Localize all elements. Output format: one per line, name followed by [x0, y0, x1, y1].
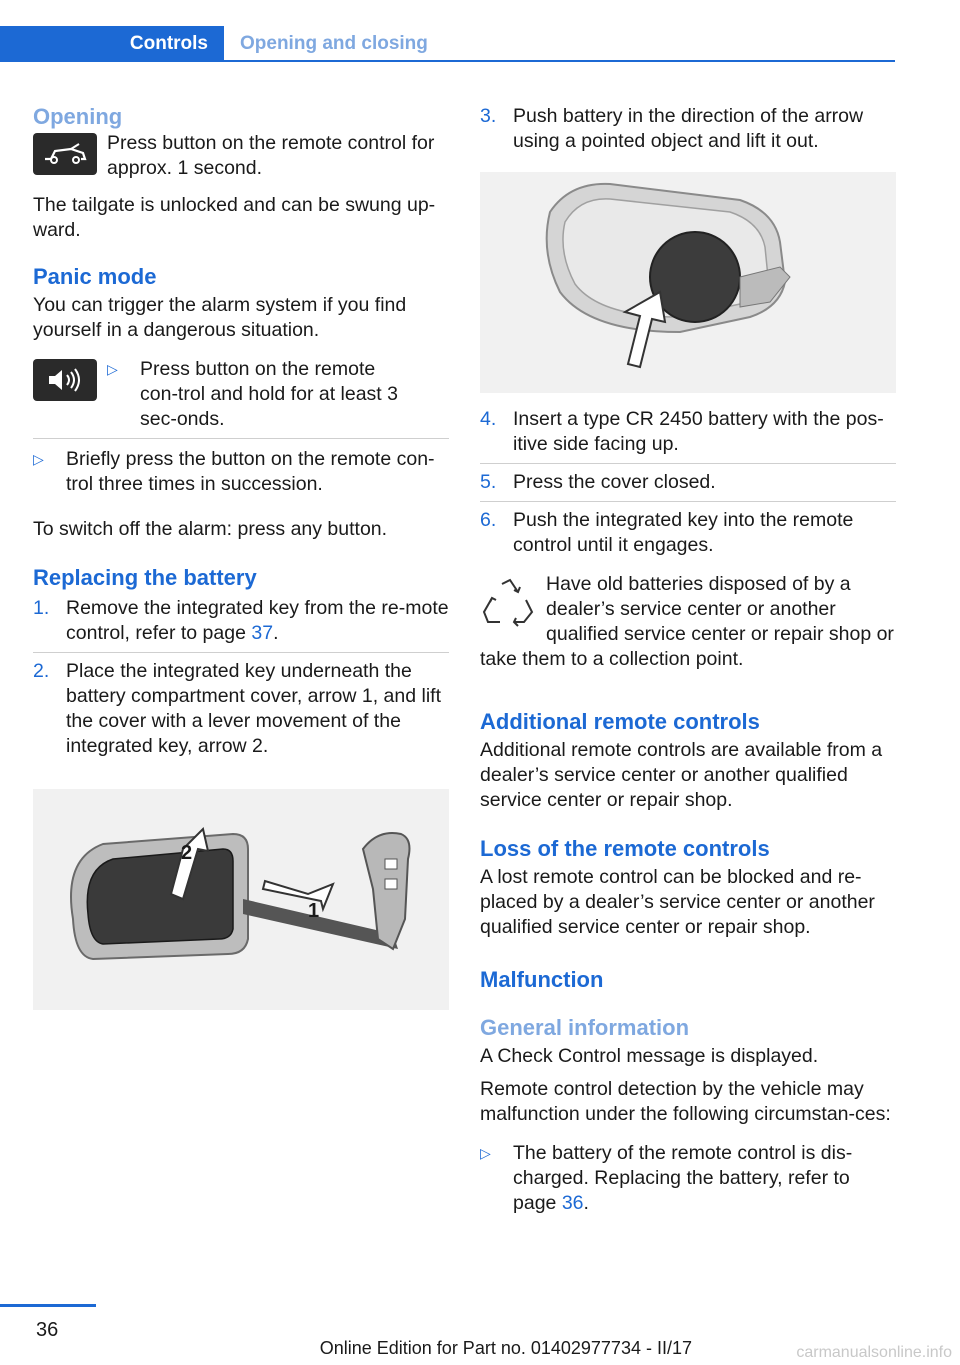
battery-step-2	[33, 659, 449, 759]
panic-bullet-2	[33, 447, 449, 497]
panic-mode-heading: Panic mode	[33, 264, 157, 289]
battery-step-4-text: Insert a type CR 2450 battery with the pos-itive side facing up.	[513, 408, 884, 455]
arrow-1-label: 1	[308, 900, 320, 922]
page-number: 36	[36, 1319, 59, 1341]
bullet-triangle-icon: ▷	[480, 1145, 491, 1161]
battery-step-1-text: Remove the integrated key from the re-mote control, refer to page	[66, 597, 449, 644]
loss-remotes-body: A lost remote control can be blocked and re-placed by a dealer’s service center or another qualified service center or repair shop.	[480, 866, 875, 938]
step-number: 4.	[480, 408, 497, 430]
panic-bullet-2-text: Briefly press the button on the remote con-trol three times in succession.	[66, 448, 435, 495]
panic-outro: To switch off the alarm: press any button.	[33, 518, 388, 540]
recycle-note	[480, 572, 896, 672]
recycle-note-text: Have old batteries disposed of by a dealer’s service center or another qualified service center or repair shop or take them to a collection point.	[480, 573, 894, 670]
additional-remotes-heading: Additional remote controls	[480, 709, 760, 734]
battery-step-5	[480, 470, 896, 502]
battery-removal-figure	[480, 172, 896, 393]
battery-step-2-text: Place the integrated key underneath the battery compartment cover, arrow 1, and lift the cover with a lever movement of the integrated key, arrow 2.	[66, 660, 441, 757]
battery-step-3	[480, 104, 896, 154]
malfunction-bullet-text: The battery of the remote control is dis-charged. Replacing the battery, refer to page	[513, 1142, 853, 1214]
battery-step-5-text: Press the cover closed.	[513, 471, 716, 493]
opening-heading: Opening	[33, 104, 123, 129]
arrow-2-label: 2	[181, 842, 193, 864]
opening-icon-row	[33, 131, 449, 181]
battery-step-3-text: Push battery in the direction of the arrow using a pointed object and lift it out.	[513, 105, 864, 152]
battery-step-6	[480, 508, 896, 558]
panic-bullet-1	[33, 357, 449, 439]
step-number: 1.	[33, 597, 50, 619]
left-column	[33, 100, 449, 1010]
malfunction-body-1: A Check Control message is displayed.	[480, 1045, 819, 1067]
bullet-triangle-icon: ▷	[107, 361, 118, 377]
malfunction-body-2: Remote control detection by the vehicle may malfunction under the following circumstan-ces:	[480, 1078, 891, 1125]
right-column	[480, 100, 896, 1216]
page-header	[0, 26, 895, 62]
malfunction-bullet	[480, 1141, 896, 1216]
recycle-icon	[480, 576, 538, 632]
header-rule	[0, 60, 895, 62]
battery-step-4	[480, 407, 896, 464]
additional-remotes-body: Additional remote controls are available from a dealer’s service center or another qualified service center or repair shop.	[480, 739, 883, 811]
loss-remotes-heading: Loss of the remote controls	[480, 836, 770, 861]
section-tab-opening-closing[interactable]: Opening and closing	[240, 32, 428, 54]
bullet-period: .	[583, 1192, 589, 1214]
opening-body: The tailgate is unlocked and can be swung up-ward.	[33, 194, 436, 241]
step-number: 5.	[480, 471, 497, 493]
step-number: 6.	[480, 509, 497, 531]
panic-bullet-1-text: Press button on the remote con-trol and hold for at least 3 sec-onds.	[140, 358, 398, 430]
bullet-triangle-icon: ▷	[33, 451, 44, 467]
malfunction-heading: Malfunction	[480, 967, 604, 992]
step-number: 3.	[480, 105, 497, 127]
key-cover-removal-figure	[33, 789, 449, 1010]
general-information-heading: General information	[480, 1015, 690, 1040]
panic-button-icon	[33, 359, 97, 401]
panic-intro: You can trigger the alarm system if you find yourself in a dangerous situation.	[33, 294, 407, 341]
section-tab-controls[interactable]: Controls	[0, 26, 224, 60]
edition-label: Online Edition for Part no. 01402977734 - II/17	[319, 1338, 692, 1358]
tailgate-button-icon	[33, 133, 97, 175]
watermark: carmanualsonline.info	[796, 1344, 952, 1361]
page-link-36[interactable]: 36	[561, 1192, 584, 1214]
page-link-37[interactable]: 37	[251, 622, 274, 644]
battery-step-1	[33, 596, 449, 653]
opening-instruction: Press button on the remote control for approx. 1 second.	[107, 132, 435, 179]
replacing-battery-heading: Replacing the battery	[33, 565, 257, 590]
page-number-rule	[0, 1304, 96, 1307]
battery-step-6-text: Push the integrated key into the remote control until it engages.	[513, 509, 854, 556]
step-number: 2.	[33, 660, 50, 682]
step-1-period: .	[273, 622, 279, 644]
